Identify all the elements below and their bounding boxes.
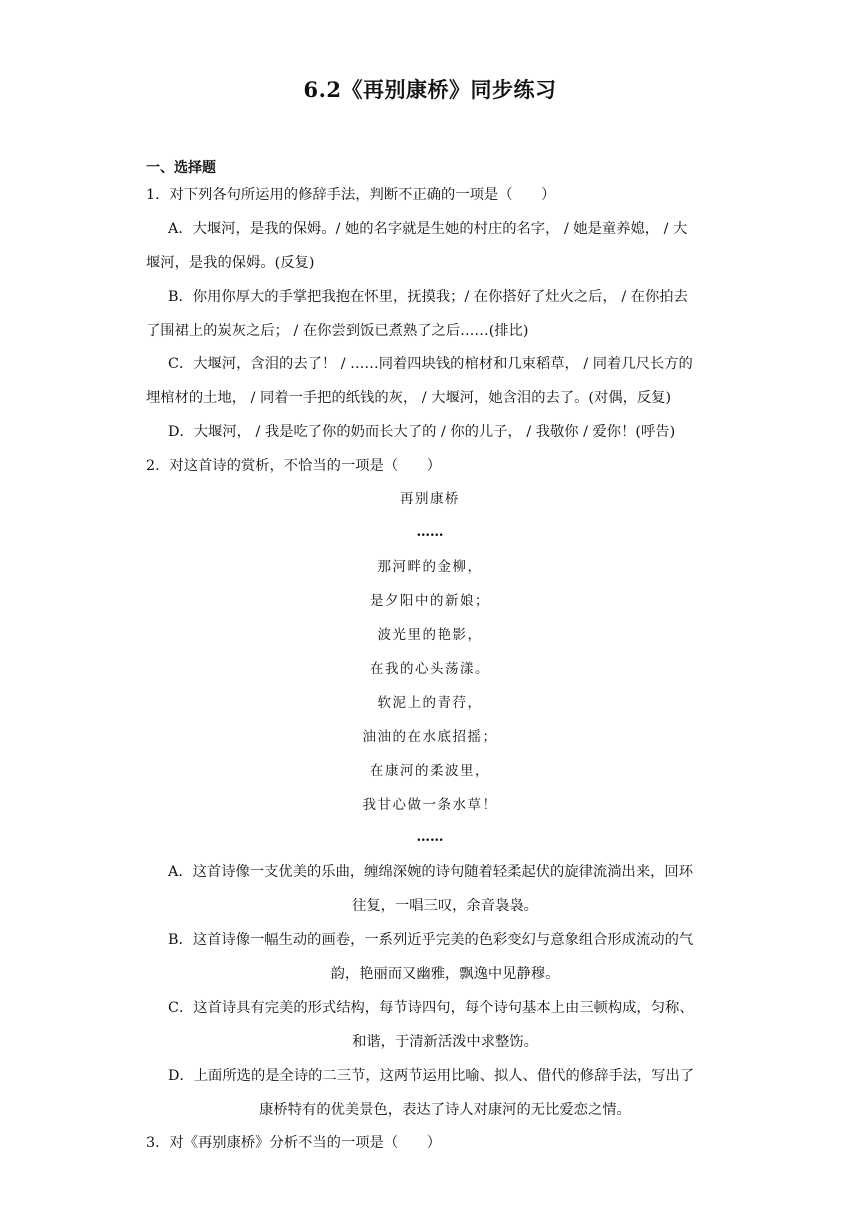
poem-ellipsis-bottom: ……: [416, 829, 444, 845]
question-1-option-a-cont: 堰河，是我的保姆。(反复): [146, 255, 315, 271]
poem-line: 那河畔的金柳，: [377, 559, 483, 575]
section-heading: 一、选择题: [146, 160, 216, 176]
question-1-option-d: D．大堰河， / 我是吃了你的奶而长大了的 / 你的儿子， / 我敬你 / 爱你！(呼告): [168, 424, 676, 440]
question-1-option-c: C．大堰河，含泪的去了！ / ……同着四块钱的棺材和几束稻草， / 同着几尺长方的: [168, 356, 693, 372]
poem-line: 油油的在水底招摇；: [362, 729, 498, 745]
document-title: 6.2《再别康桥》同步练习: [303, 77, 557, 102]
poem-line: 我甘心做一条水草！: [362, 797, 498, 813]
question-1-option-c-cont: 埋棺材的土地， / 同着一手把的纸钱的灰， / 大堰河，她含泪的去了。(对偶，反复): [146, 390, 672, 406]
poem-title: 再别康桥: [400, 491, 460, 507]
question-2-option-c-cont: 和谐，于清新活泼中求整饬。: [352, 1034, 538, 1050]
question-2-option-d: D．上面所选的是全诗的二三节，这两节运用比喻、拟人、借代的修辞手法，写出了: [168, 1068, 695, 1084]
question-2-option-b-cont: 韵，艳丽而又幽雅，飘逸中见静穆。: [330, 966, 560, 982]
question-2-option-b: B．这首诗像一幅生动的画卷，一系列近乎完美的色彩变幻与意象组合形成流动的气: [168, 932, 694, 948]
question-1-stem: 1．对下列各句所运用的修辞手法，判断不正确的一项是（ ）: [146, 187, 556, 203]
poem-line: 是夕阳中的新娘；: [370, 593, 490, 609]
poem-line: 软泥上的青荇，: [377, 695, 483, 711]
question-2-option-a: A．这首诗像一支优美的乐曲，缠绵深婉的诗句随着轻柔起伏的旋律流淌出来，回环: [168, 864, 694, 880]
question-2-option-a-cont: 往复，一唱三叹，余音袅袅。: [352, 898, 538, 914]
question-2-stem: 2．对这首诗的赏析，不恰当的一项是（ ）: [146, 458, 442, 474]
question-1-option-b-cont: 了围裙上的炭灰之后； / 在你尝到饭已煮熟了之后……(排比): [146, 323, 529, 339]
question-3-stem: 3．对《再别康桥》分析不当的一项是（ ）: [146, 1135, 442, 1151]
question-1-option-a: A．大堰河，是我的保姆。/ 她的名字就是生她的村庄的名字， / 她是童养媳， / 大: [168, 221, 688, 237]
question-2-option-c: C．这首诗具有完美的形式结构，每节诗四句，每个诗句基本上由三顿构成，匀称、: [168, 1000, 694, 1016]
question-2-option-d-cont: 康桥特有的优美景色，表达了诗人对康河的无比爱恋之情。: [259, 1102, 631, 1118]
poem-line: 波光里的艳影，: [377, 627, 483, 643]
poem-line: 在我的心头荡漾。: [370, 661, 490, 677]
poem-ellipsis-top: ……: [416, 524, 444, 540]
poem-line: 在康河的柔波里，: [370, 763, 490, 779]
question-1-option-b: B．你用你厚大的手掌把我抱在怀里，抚摸我；/ 在你搭好了灶火之后， / 在你拍去: [168, 289, 688, 305]
